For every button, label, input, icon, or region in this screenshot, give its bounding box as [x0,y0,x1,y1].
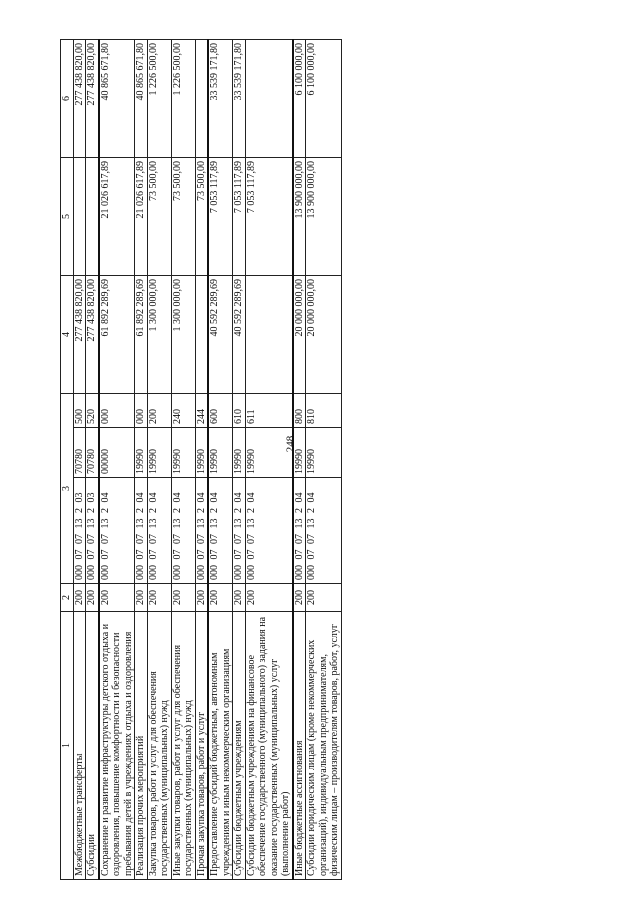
cell-name: Прочая закупка товаров, работ и услуг [195,612,208,880]
cell-kbk-type: 600 [208,394,233,428]
table-row [86,40,99,880]
cell-c4: 20 000 000,00 [293,276,306,394]
cell-c6: 40 865 671,80 [135,40,148,158]
cell-kbk-type: 240 [171,394,195,428]
cell-kbk-type: 520 [86,394,99,428]
cell-kbk: 000 07 07 13 2 04 [99,478,135,584]
cell-name: Межбюджетные трансферты [73,612,86,880]
cell-c4: 1 300 000,00 [171,276,195,394]
cell-c5: 13 900 000,00 [306,158,342,276]
cell-kbk: 000 07 07 13 2 04 [293,478,306,584]
cell-c6: 1 226 500,00 [147,40,171,158]
cell-c5: 7 053 117,89 [208,158,233,276]
page-number: 248 [284,435,297,453]
table-row [306,40,342,880]
cell-c4: 61 892 289,69 [135,276,148,394]
cell-kbk-type: 800 [293,394,306,428]
cell-kbk-num: 00000 [99,428,135,478]
cell-name: Иные бюджетные ассигнования [293,612,306,880]
cell-code: 200 [147,584,171,612]
cell-name: Субсидии бюджетным учреждениям на финансовое обеспечение государственного (муниципального) задания на оказание государственных (муниципальных) услуг (выполнение работ) [245,612,293,880]
cell-kbk-num: 19990 [135,428,148,478]
cell-code: 200 [245,584,293,612]
cell-c6: 277 438 820,00 [73,40,86,158]
rotated-page [60,40,640,880]
table-row [171,40,195,880]
cell-code: 200 [306,584,342,612]
table-row [147,40,171,880]
cell-c6: 33 539 171,80 [233,40,246,158]
cell-c6: 6 100 000,00 [306,40,342,158]
cell-c6: 6 100 000,00 [293,40,306,158]
cell-c5: 7 053 117,89 [233,158,246,276]
table-row [245,40,293,880]
cell-c4: 61 892 289,69 [99,276,135,394]
cell-kbk-type: 000 [99,394,135,428]
cell-kbk-num: 19990 [245,428,293,478]
cell-c4: 20 000 000,00 [306,276,342,394]
cell-c5: 7 053 117,89 [245,158,293,276]
cell-code: 200 [135,584,148,612]
cell-code: 200 [86,584,99,612]
cell-kbk-num: 19990 [293,428,306,478]
cell-kbk-type: 611 [245,394,293,428]
cell-c4: 40 592 289,69 [208,276,233,394]
cell-kbk-num: 19990 [233,428,246,478]
cell-c5 [73,158,86,276]
cell-code: 200 [99,584,135,612]
cell-name: Закупка товаров, работ и услуг для обеспечения государственных (муниципальных) нужд [147,612,171,880]
cell-c5 [86,158,99,276]
table-row [73,40,86,880]
cell-kbk-type: 244 [195,394,208,428]
table-row [208,40,233,880]
cell-c6 [195,40,208,158]
cell-kbk-type: 810 [306,394,342,428]
cell-c5: 21 026 617,89 [135,158,148,276]
header-col-1: 1 [61,612,74,880]
cell-kbk: 000 07 07 13 2 04 [195,478,208,584]
cell-c5: 73 500,00 [171,158,195,276]
table-row [195,40,208,880]
cell-c4 [195,276,208,394]
header-row [61,40,74,880]
cell-kbk-type: 500 [73,394,86,428]
cell-c6 [245,40,293,158]
cell-name: Субсидии бюджетным учреждениям [233,612,246,880]
table-row [293,40,306,880]
cell-code: 200 [171,584,195,612]
cell-name: Субсидии [86,612,99,880]
table-row [135,40,148,880]
cell-kbk-num: 19990 [147,428,171,478]
cell-c4 [245,276,293,394]
cell-c5: 13 900 000,00 [293,158,306,276]
header-col-4: 4 [61,276,74,394]
cell-kbk: 000 07 07 13 2 04 [171,478,195,584]
cell-code: 200 [195,584,208,612]
cell-code: 200 [73,584,86,612]
cell-c5: 21 026 617,89 [99,158,135,276]
cell-c4: 1 300 000,00 [147,276,171,394]
cell-kbk: 000 07 07 13 2 04 [147,478,171,584]
cell-kbk: 000 07 07 13 2 03 [73,478,86,584]
header-col-6: 6 [61,40,74,158]
cell-c5: 73 500,00 [147,158,171,276]
cell-code: 200 [208,584,233,612]
header-col-3: 3 [61,394,74,584]
cell-c4: 277 438 820,00 [86,276,99,394]
header-col-2: 2 [61,584,74,612]
cell-name: Реализация прочих мероприятий [135,612,148,880]
cell-name: Субсидии юридическим лицам (кроме некоммерческих организаций), индивидуальным предпринимателям, физическим лицам – производителям товаров, работ, услуг [306,612,342,880]
cell-kbk: 000 07 07 13 2 04 [208,478,233,584]
cell-name: Предоставление субсидий бюджетным, автономным учреждениям и иным некоммерческим организациям [208,612,233,880]
cell-c5: 73 500,00 [195,158,208,276]
cell-c6: 1 226 500,00 [171,40,195,158]
cell-kbk-num: 19990 [306,428,342,478]
cell-kbk-type: 000 [135,394,148,428]
cell-code: 200 [233,584,246,612]
cell-name: Иные закупки товаров, работ и услуг для обеспечения государственных (муниципальных) нужд [171,612,195,880]
cell-kbk-type: 610 [233,394,246,428]
cell-c4: 277 438 820,00 [73,276,86,394]
cell-kbk: 000 07 07 13 2 04 [135,478,148,584]
cell-kbk: 000 07 07 13 2 04 [233,478,246,584]
cell-code: 200 [293,584,306,612]
cell-kbk-num: 19990 [171,428,195,478]
cell-kbk-num: 70780 [86,428,99,478]
cell-kbk-num: 19990 [195,428,208,478]
cell-kbk: 000 07 07 13 2 04 [306,478,342,584]
cell-c6: 33 539 171,80 [208,40,233,158]
budget-table [60,39,342,880]
cell-kbk: 000 07 07 13 2 04 [245,478,293,584]
cell-c6: 40 865 671,80 [99,40,135,158]
cell-kbk: 000 07 07 13 2 03 [86,478,99,584]
cell-kbk-type: 200 [147,394,171,428]
header-col-5: 5 [61,158,74,276]
table-row [233,40,246,880]
cell-kbk-num: 19990 [208,428,233,478]
cell-kbk-num: 70780 [73,428,86,478]
cell-c4: 40 592 289,69 [233,276,246,394]
cell-name: Сохранение и развитие инфраструктуры детского отдыха и оздоровления, повышение комфортности и безопасности пребывания детей в учреждениях отдыха и оздоровления [99,612,135,880]
cell-c6: 277 438 820,00 [86,40,99,158]
table-row [99,40,135,880]
